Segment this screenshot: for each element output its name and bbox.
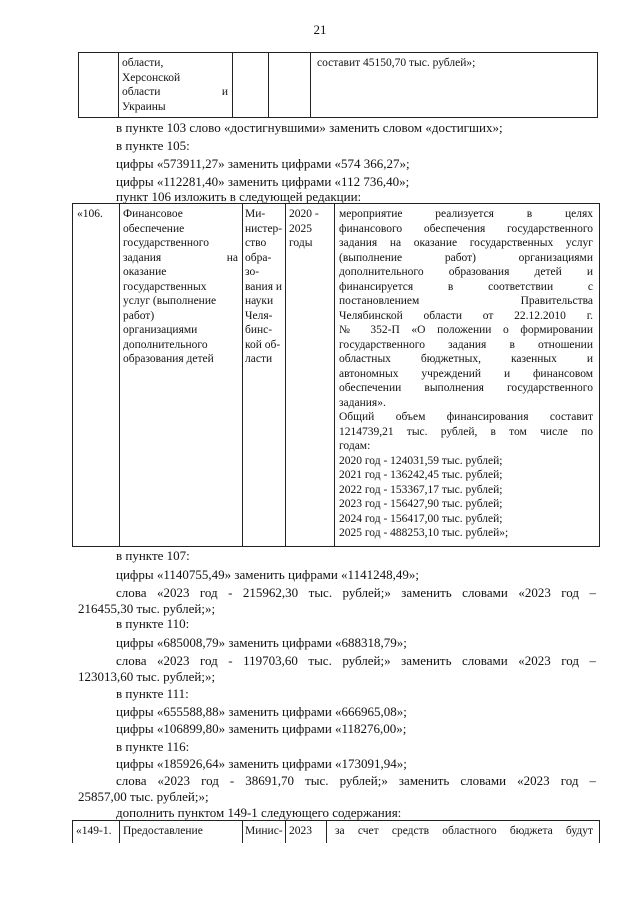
table3-exec-cell: Минис- [245,825,283,837]
para-107-l2b: 216455,30 тыс. рублей;»; [78,601,216,616]
table2-desc-cell: мероприятие реализуется в целях финансового обеспечения государственного задания на оказание государственных услуг (выполнение работ) организациями дополнительного образования детей и финансируется в соответствии с постановлением Правительства Челябинской области от 22.12.2010 г. № 352-П «О положении о формировании государственного задания в отношении областных бюджетных, казенных и автономных учреждений и финансовом обеспечении выполнения государственного задания». Общий объем финансирования составит 1214739,21 тыс. рублей, в том числе по годам: 2020 год - 124031,59 тыс. рублей; 2021 год - 136242,45 тыс. рублей; 2022 год - 153367,17 тыс. рублей; 2023 год - 156427,90 тыс. рублей; 2024 год - 156417,00 тыс. рублей; 2025 год - 488253,10 тыс. рублей»; [339,208,593,539]
para-116-l2b: 25857,00 тыс. рублей;»; [78,789,209,804]
para-110-head: в пункте 110: [116,616,190,631]
para-107-l1: цифры «1140755,49» заменить цифрами «1141248,49»; [116,567,419,582]
para-107-l2a: слова «2023 год - 215962,30 тыс. рублей;» заменить словами «2023 год – [116,585,596,600]
table3-desc-cell: за счет средств областного бюджета будут [335,825,593,837]
para-110-l1: цифры «685008,79» заменить цифрами «688318,79»; [116,635,407,650]
table2-name-cell: Финансовое обеспечение государственного задания на оказание государственных услуг (выполнение работ) организациями дополнительного образования детей [123,208,238,365]
table1-desc-cell: составит 45150,70 тыс. рублей»; [317,57,476,69]
table-item-106 [72,203,600,547]
table-continued [78,52,598,118]
table-item-149-1 [72,820,600,843]
table2-period-cell: 2020 - 2025 годы [289,208,319,249]
para-111-head: в пункте 111: [116,686,189,701]
para-105-l2: цифры «112281,40» заменить цифрами «112 736,40»; [116,174,410,189]
table1-name-cell: области, Херсонской области и Украины [122,57,228,113]
table3-num-cell: «149-1. [76,825,112,837]
para-111-l2: цифры «106899,80» заменить цифрами «118276,00»; [116,721,407,736]
para-add-149-1: дополнить пунктом 149-1 следующего содержания: [116,805,402,820]
para-105-l1: цифры «573911,27» заменить цифрами «574 366,27»; [116,156,410,171]
para-116-l2a: слова «2023 год - 38691,70 тыс. рублей;» заменить словами «2023 год – [116,773,596,788]
table2-exec-cell: Ми- нистер- ство обра- зо- вания и науки Челя- бинс- кой об- ласти [245,208,283,365]
table3-period-cell: 2023 [289,825,312,837]
para-116-head: в пункте 116: [116,739,190,754]
table3-name-cell: Предоставление [123,825,203,837]
para-110-l2b: 123013,60 тыс. рублей;»; [78,669,216,684]
para-111-l1: цифры «655588,88» заменить цифрами «666965,08»; [116,704,407,719]
para-106-head: пункт 106 изложить в следующей редакции: [116,189,362,204]
para-110-l2a: слова «2023 год - 119703,60 тыс. рублей;» заменить словами «2023 год – [116,653,596,668]
para-116-l1: цифры «185926,64» заменить цифрами «173091,94»; [116,756,407,771]
para-103: в пункте 103 слово «достигнувшими» заменить словом «достигших»; [116,120,503,135]
table2-num-cell: «106. [77,208,103,220]
para-105-head: в пункте 105: [116,138,190,153]
para-107-head: в пункте 107: [116,548,190,563]
page-number: 21 [313,22,327,37]
